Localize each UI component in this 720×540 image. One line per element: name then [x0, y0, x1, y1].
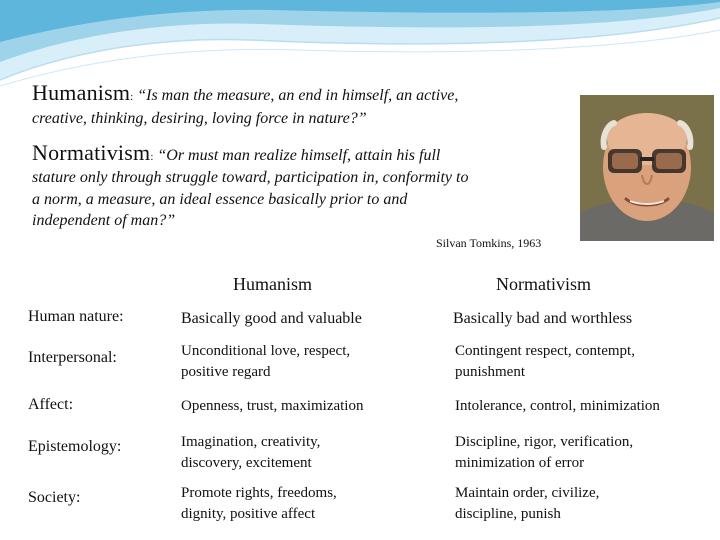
cell-line: Intolerance, control, minimization: [455, 398, 660, 414]
humanism-quote-line-2: creative, thinking, desiring, loving force in nature?”: [32, 110, 367, 127]
portrait-photo: [580, 95, 714, 241]
cell-line: discipline, punish: [455, 506, 561, 522]
row-label-society: Society:: [28, 489, 81, 506]
cell-interpersonal-humanism: [181, 341, 350, 383]
normativism-quote-line-2: stature only through struggle toward, participation in, conformity to: [32, 169, 469, 186]
row-label-epistemology: Epistemology:: [28, 438, 122, 455]
normativism-quote-line-1: [32, 142, 440, 168]
cell-human-nature-humanism: [181, 308, 362, 329]
cell-line: Openness, trust, maximization: [181, 398, 364, 414]
humanism-quote-term: Humanism: [32, 80, 131, 105]
cell-line: Contingent respect, contempt,: [455, 343, 635, 359]
cell-affect-humanism: [181, 396, 363, 417]
cell-line: discovery, excitement: [181, 455, 312, 471]
cell-line: Promote rights, freedoms,: [181, 485, 337, 501]
row-label-affect: Affect:: [28, 396, 74, 413]
cell-line: punishment: [455, 364, 525, 380]
cell-line: minimization of error: [455, 455, 585, 471]
cell-line: Basically good and valuable: [181, 310, 362, 327]
cell-epistemology-humanism: [181, 432, 320, 474]
header-wave-decoration: [0, 0, 720, 90]
portrait-illustration: [580, 95, 714, 241]
humanism-quote-line-1: [32, 82, 458, 108]
cell-society-humanism: [181, 483, 337, 525]
cell-line: Discipline, rigor, verification,: [455, 434, 634, 450]
normativism-colon: :: [150, 151, 154, 163]
column-header-normativism: Normativism: [496, 274, 591, 294]
cell-human-nature-normativism: [453, 308, 632, 329]
cell-line: Unconditional love, respect,: [181, 343, 351, 359]
cell-line: Maintain order, civilize,: [455, 485, 600, 501]
normativism-quote-text-1: “Or must man realize himself, attain his full: [153, 147, 441, 164]
column-header-humanism: Humanism: [233, 274, 312, 294]
quote-attribution: Silvan Tomkins, 1963: [436, 236, 542, 250]
row-label-interpersonal: Interpersonal:: [28, 349, 117, 366]
humanism-quote-text-1: “Is man the measure, an end in himself, an active,: [133, 87, 459, 104]
cell-affect-normativism: [455, 396, 660, 417]
normativism-quote-line-3: a norm, a measure, an ideal essence basically prior to and: [32, 191, 408, 208]
humanism-colon: :: [130, 91, 134, 103]
cell-line: Imagination, creativity,: [181, 434, 321, 450]
cell-epistemology-normativism: [455, 432, 633, 474]
cell-line: dignity, positive affect: [181, 506, 316, 522]
normativism-quote-term: Normativism: [32, 140, 151, 165]
row-label-human-nature: Human nature:: [28, 308, 124, 325]
cell-society-normativism: [455, 483, 599, 525]
cell-interpersonal-normativism: [455, 341, 635, 383]
normativism-quote-line-4: independent of man?”: [32, 212, 176, 229]
cell-line: positive regard: [181, 364, 271, 380]
cell-line: Basically bad and worthless: [453, 310, 633, 327]
